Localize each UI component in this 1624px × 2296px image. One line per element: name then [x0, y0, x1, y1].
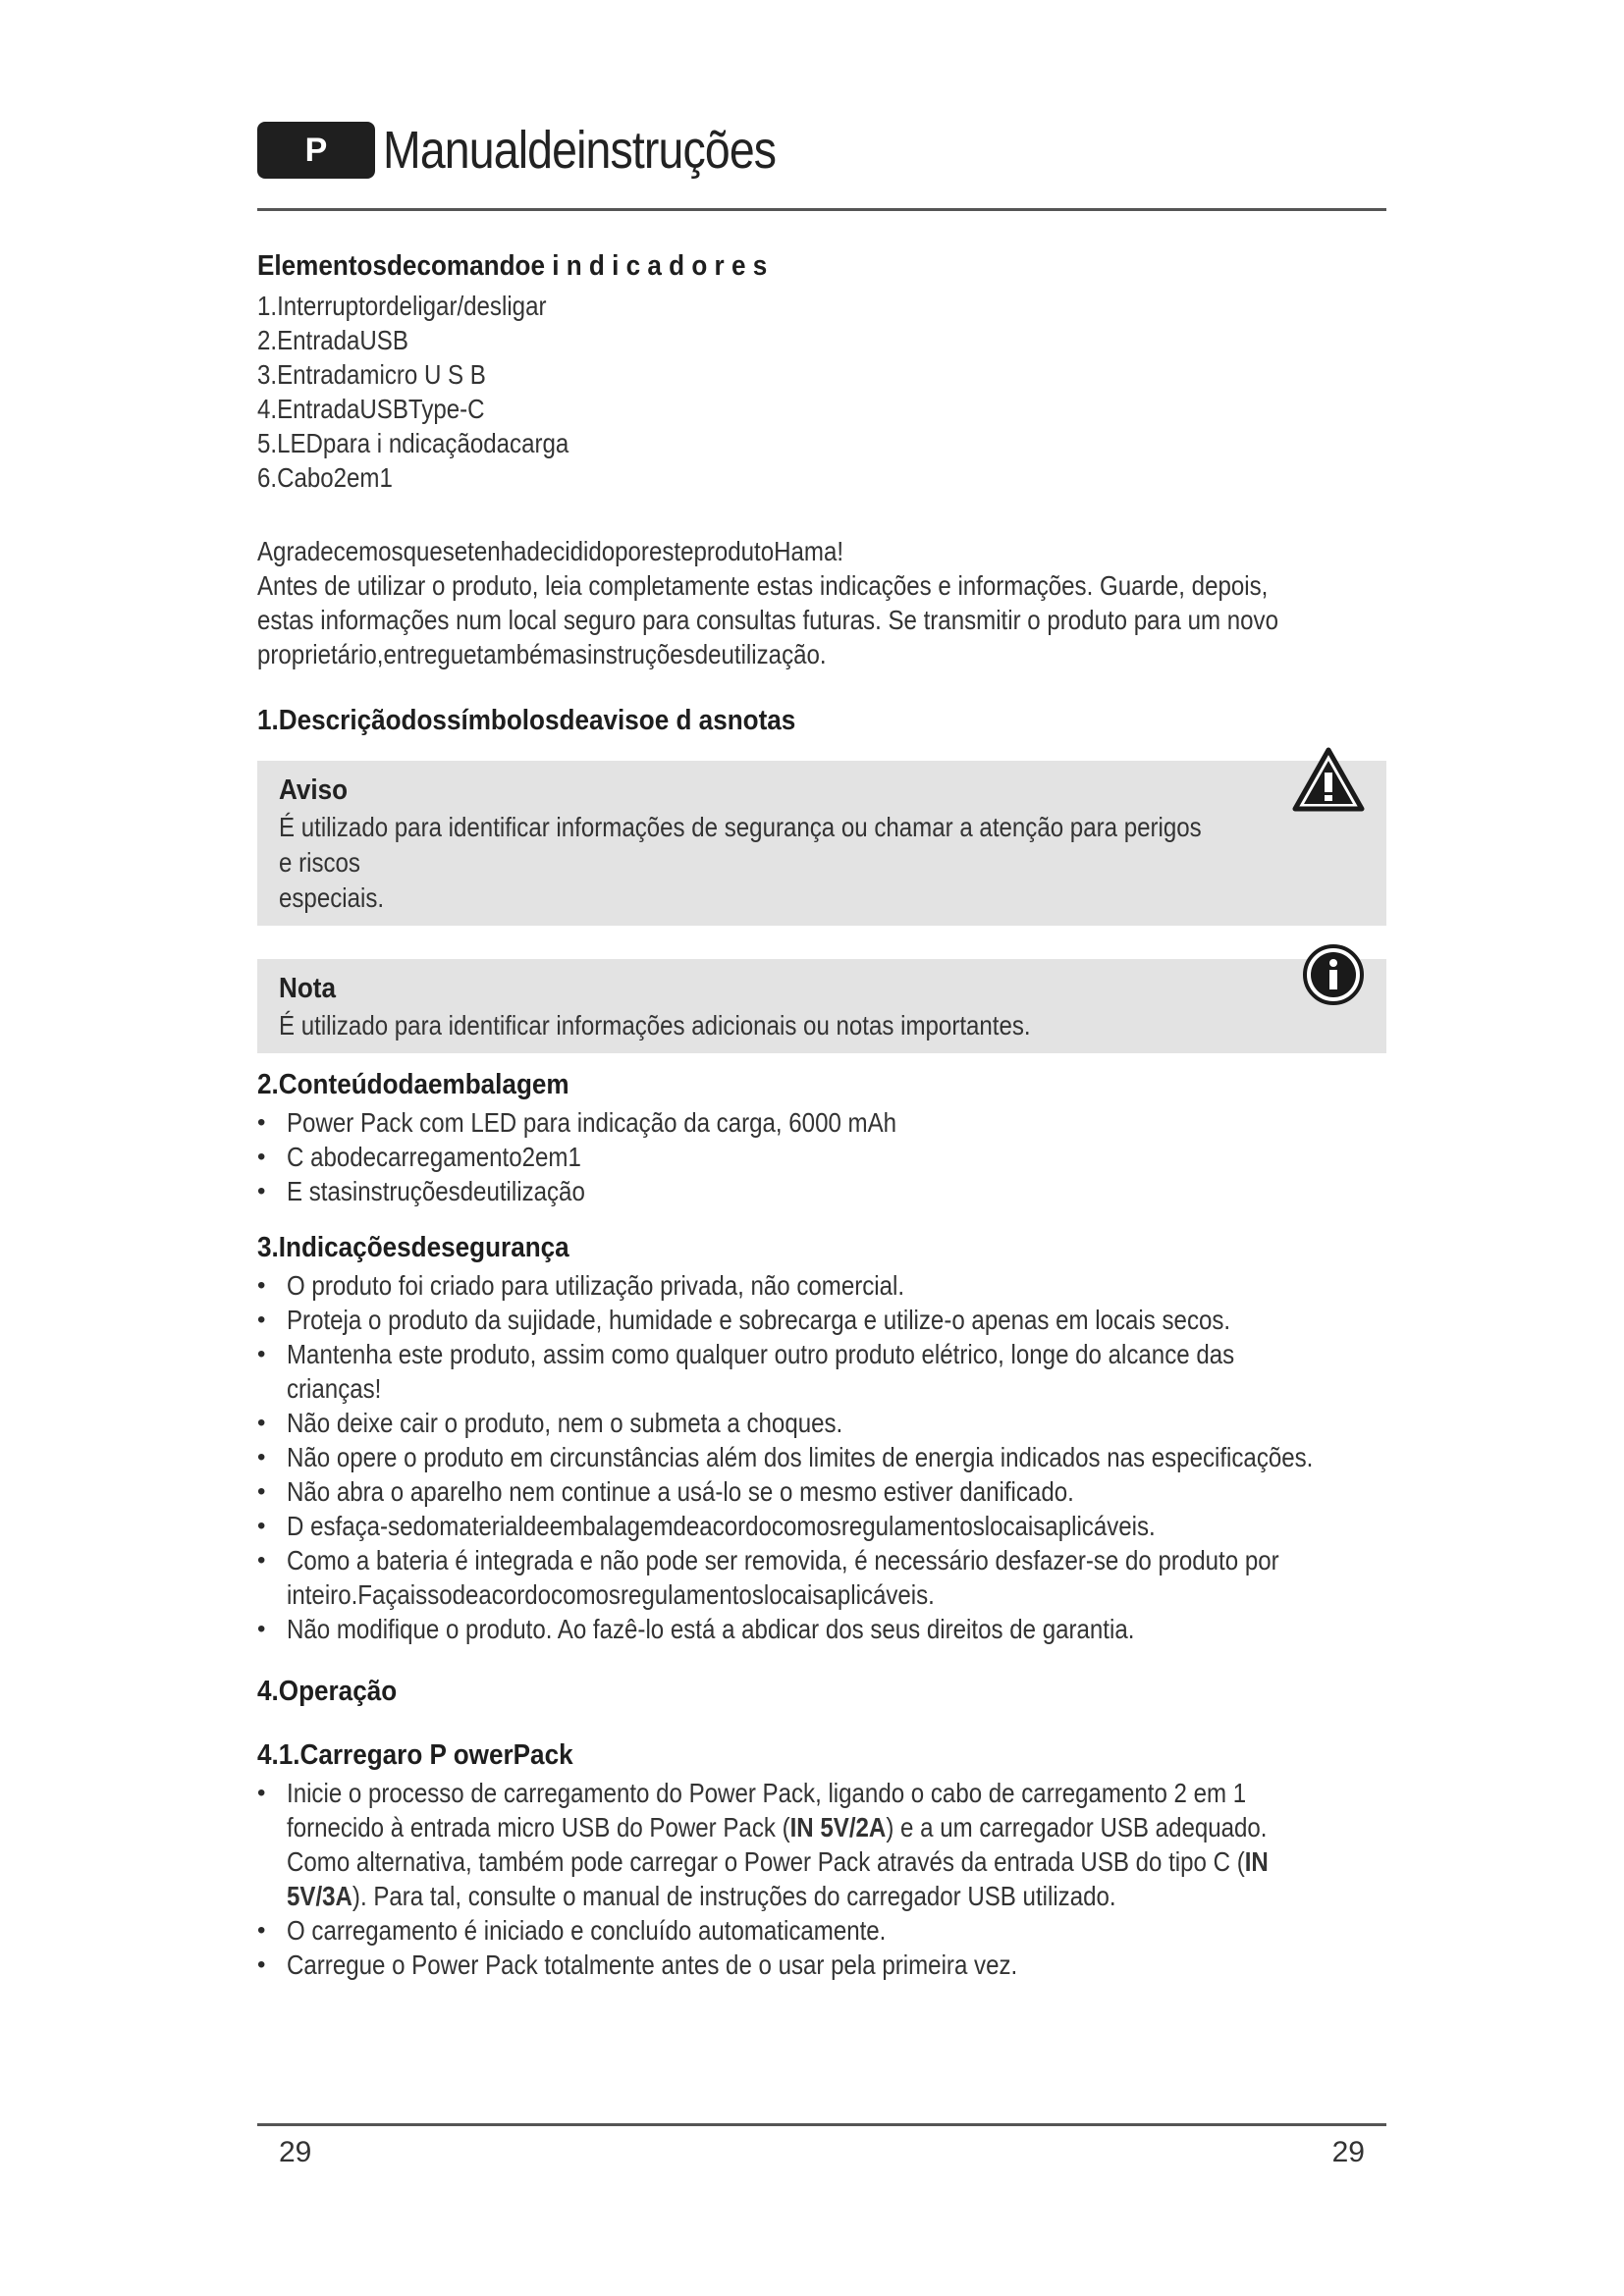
safety-list — [257, 1268, 1386, 1646]
list-item: • Mantenha este produto, assim como qualquer outro produto elétrico, longe do alcance das crianças! — [257, 1339, 1235, 1404]
page-header — [257, 116, 839, 185]
warning-triangle-icon — [1292, 747, 1365, 817]
intro-line: estas informações num local seguro para consultas futuras. Se transmitir o produto para um novo — [257, 605, 1278, 635]
controls-item: 1.Interruptordeligar/desligar — [257, 291, 547, 321]
list-item: • Proteja o produto da sujidade, humidade e sobrecarga e utilize-o apenas em locais secos. — [257, 1305, 1231, 1335]
list-item: • C abodecarregamento2em1 — [257, 1142, 581, 1172]
controls-item: 4.EntradaUSBType-C — [257, 394, 485, 424]
list-item: • O carregamento é iniciado e concluído automaticamente. — [257, 1915, 887, 1946]
note-box — [257, 959, 1386, 1053]
warning-box — [257, 761, 1386, 926]
document-title: Manualdeinstruções — [383, 121, 777, 180]
list-item: • E stasinstruçõesdeutilização — [257, 1176, 585, 1206]
section4-1-heading: 4.1.Carregaro P owerPack — [257, 1739, 573, 1771]
section4-heading: 4.Operação — [257, 1676, 398, 1707]
controls-heading: Elementosdecomandoe i n d i c a d o r e s — [257, 250, 768, 282]
warning-text-line: especiais. — [279, 882, 385, 913]
controls-list — [257, 289, 1386, 495]
page-number-left: 29 — [279, 2136, 312, 2168]
list-item: • D esfaça-sedomaterialdeembalagemdeacordocomosregulamentoslocaisaplicáveis. — [257, 1511, 1156, 1541]
info-circle-icon — [1302, 943, 1365, 1011]
controls-item: 3.Entradamicro U S B — [257, 359, 486, 390]
language-tab: P — [257, 122, 375, 179]
section1-heading: 1.Descriçãodossímbolosdeavisoe d asnotas — [257, 705, 796, 736]
intro-paragraph — [257, 534, 1386, 671]
list-item: • Não modifique o produto. Ao fazê-lo está a abdicar dos seus direitos de garantia. — [257, 1614, 1135, 1644]
warning-text-line: É utilizado para identificar informações de segurança ou chamar a atenção para perigos e riscos — [279, 812, 1202, 878]
warning-title: Aviso — [279, 774, 349, 806]
list-item: • Inicie o processo de carregamento do Power Pack, ligando o cabo de carregamento 2 em 1 fornecido à entrada micro USB do Power Pack (IN 5V/2A) e a um carregador USB adequado. Como alternativa, também pode carregar o Power Pack através da entrada USB do tipo C (IN 5V/3A). Para tal, consulte o manual de instruções do carregador USB utilizado. — [257, 1778, 1269, 1911]
controls-item: 5.LEDpara i ndicaçãodacarga — [257, 428, 569, 458]
list-item: • Carregue o Power Pack totalmente antes de o usar pela primeira vez. — [257, 1949, 1018, 1980]
section2-heading: 2.Conteúdodaembalagem — [257, 1069, 569, 1100]
intro-line: AgradecemosquesetenhadecididoporesteprodutoHama! — [257, 536, 844, 566]
footer-rule — [257, 2123, 1386, 2126]
note-text-line: É utilizado para identificar informações adicionais ou notas importantes. — [279, 1010, 1031, 1041]
list-item: • Como a bateria é integrada e não pode ser removida, é necessário desfazer-se do produto por inteiro.Façaissodeacordocomosregulamentoslocaisaplicáveis. — [257, 1545, 1279, 1610]
controls-item: 2.EntradaUSB — [257, 325, 408, 355]
header-rule — [257, 208, 1386, 211]
charging-list — [257, 1776, 1386, 1982]
list-item: • Não abra o aparelho nem continue a usá-lo se o mesmo estiver danificado. — [257, 1476, 1074, 1507]
list-item: • O produto foi criado para utilização privada, não comercial. — [257, 1270, 905, 1301]
controls-item: 6.Cabo2em1 — [257, 462, 393, 493]
section3-heading: 3.Indicaçõesdesegurança — [257, 1232, 569, 1263]
content — [257, 250, 1386, 1982]
list-item: • Power Pack com LED para indicação da carga, 6000 mAh — [257, 1107, 897, 1138]
package-contents-list — [257, 1105, 1386, 1208]
intro-line: proprietário,entreguetambémasinstruçõesdeutilização. — [257, 639, 827, 669]
list-item: • Não opere o produto em circunstâncias além dos limites de energia indicados nas especificações. — [257, 1442, 1314, 1472]
list-item: • Não deixe cair o produto, nem o submeta a choques. — [257, 1408, 843, 1438]
intro-line: Antes de utilizar o produto, leia completamente estas indicações e informações. Guarde, depois, — [257, 570, 1269, 601]
page-number-right: 29 — [1331, 2136, 1365, 2168]
note-title: Nota — [279, 973, 337, 1004]
